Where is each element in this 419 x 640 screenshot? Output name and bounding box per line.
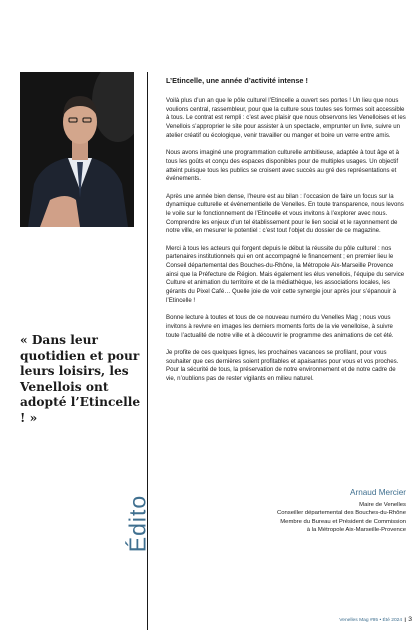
signature-block <box>206 489 406 535</box>
paragraph: Je profite de ces quelques lignes, les prochaines vacances se profilant, pour vous souhaiter que ces dernières soient profitables et apaisantes pour vous et vos proches. Pour la sécurité de tous, la préservation de notre environnement et de notre cadre de vie, n’oublions pas de rester vigilants en milieu naturel. <box>166 348 399 382</box>
signatory-title: Maire de Venelles <box>359 501 406 508</box>
magazine-issue: Venelles Mag #95 • Été 2024 <box>339 618 403 623</box>
mayor-portrait-photo <box>20 72 134 227</box>
signatory-title: Membre du Bureau et Président de Commission <box>280 518 406 525</box>
paragraph: Bonne lecture à toutes et tous de ce nouveau numéro du Venelles Mag ; nous vous invitons à revivre en images les derniers moments forts de la vie venelloise, à suivre toute l’actualité de notre ville et à découvrir le programme des animations de cet été. <box>166 314 394 339</box>
footer-separator: | <box>404 618 406 623</box>
pull-quote: « Dans leur quotidien et pour leurs loisirs, les Venellois ont adopté l’Etincelle ! » <box>20 333 141 425</box>
page-footer <box>300 616 412 623</box>
signatory-title: Conseiller départemental des Bouches-du-Rhône <box>276 510 406 516</box>
section-label-edito: Édito <box>124 494 151 553</box>
paragraph: Merci à tous les acteurs qui forgent depuis le début la réussite du pôle culturel : nos partenaires institutionnels qui en ont accompagné le financement ; en premier lieu le Conseil départemental des Bouches-du-Rhône, la Métropole Aix-Marseille Provence ainsi que la Préfecture de Région. Mais également les élus venellois, l’équipe du service Culture et animation du territoire et de la médiathèque, les associations locales, les gérants du Pixel Café… Quelle joie de voir cette synergie jour après jour s’épanouir à l’Etincelle ! <box>166 244 405 304</box>
signatory-name: Arnaud Mercier <box>350 488 406 497</box>
editorial-body <box>166 97 406 392</box>
page-number: 3 <box>408 616 412 623</box>
paragraph: Après une année bien dense, l’heure est au bilan : l’occasion de faire un focus sur la dynamique culturelle et événementielle de Venelles. En toute transparence, nous levons le voile sur le fonctionnement de l’Etincelle et vous invitons à l’explorer avec nous. Comprendre les enjeux d’un tel établissement pour le lien social et le rayonnement de notre ville, en mesurer le potentiel : c’est tout l’objet du dossier de ce magazine. <box>166 192 404 235</box>
signatory-title: à la Métropole Aix-Marseille-Provence <box>306 527 406 533</box>
paragraph: Voilà plus d’un an que le pôle culturel l’Etincelle a ouvert ses portes ! Un lieu que nous voulions central, rassembleur, pour que la culture sous toutes ses formes soit accessible à tous. Le contrat est rempli : c’est avec plaisir que nous observons les Venelloises et les Venellois s’approprier le site pour assister à un spectacle, emprunter un livre, suivre un atelier créatif ou écologique, venir travailler ou manger et boire un verre entre amis. <box>166 97 406 139</box>
editorial-heading: L’Etincelle, une année d’activité intense ! <box>166 76 308 85</box>
paragraph: Nous avons imaginé une programmation culturelle ambitieuse, adaptée à tout âge et à tous les goûts et conçu des espaces disponibles pour de multiples usages. Un objectif atteint puisque tous les publics se croisent avec succès au gré des représentations et événements. <box>166 149 400 183</box>
